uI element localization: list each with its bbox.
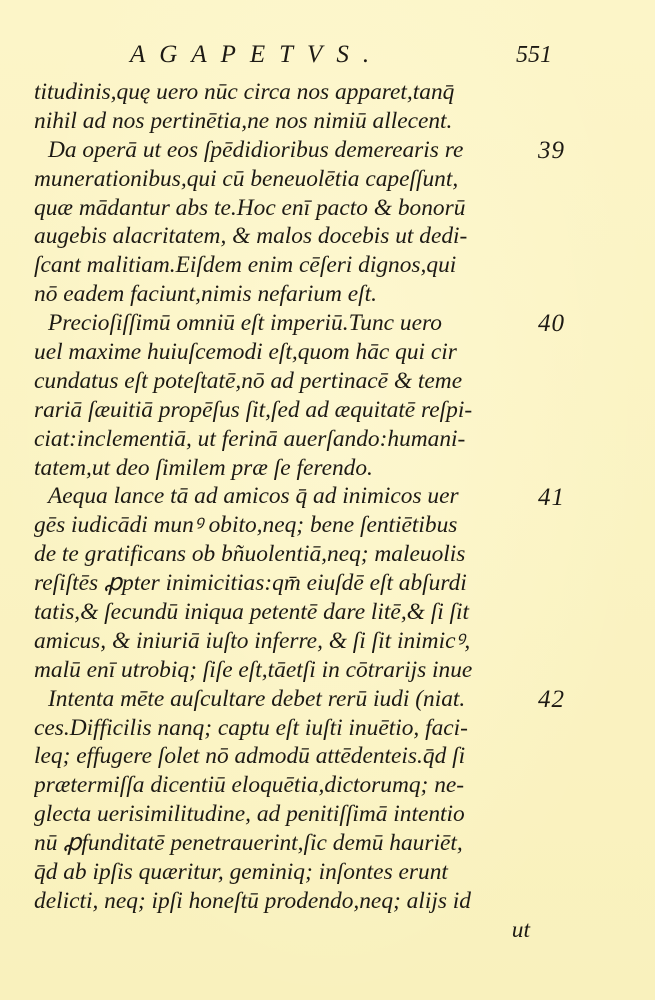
text-line: ſcant malitiam.Eiſdem enim cēſeri dignos,qui <box>34 252 457 279</box>
text-line: Precioſiſſimū omniū eſt imperiū.Tunc uero <box>48 310 442 337</box>
text-line: nihil ad nos pertinētia,ne nos nimiū allecent. <box>34 107 453 134</box>
text-line: prætermiſſa dicentiū eloquētia,dictorumq; ne- <box>34 772 465 799</box>
text-block <box>34 78 534 945</box>
text-line: glecta uerisimilitudine, ad penitiſſimā intentio <box>34 801 465 828</box>
text-line: leq; effugere ſolet nō admodū attēdenteis.q̄d ſi <box>34 743 466 770</box>
section-number: 41 <box>538 483 565 511</box>
text-line: nū ꝓfunditatē penetrauerint,ſic demū hauriēt, <box>34 830 463 857</box>
text-line: cundatus eſt poteſtatē,nō ad pertinacē & teme <box>34 367 463 394</box>
text-line: amicus, & iniuriā iuſto inferre, & ſi ſit inimicꝰ, <box>34 627 471 654</box>
text-line: reſiſtēs ꝓpter inimicitias:qm̄ eiuſdē eſt abſurdi <box>34 570 467 597</box>
text-line: q̄d ab ipſis quæritur, geminiq; inſontes erunt <box>34 859 448 886</box>
running-title: AGAPETVS. <box>130 41 384 68</box>
text-line: Intenta mēte auſcultare debet rerū iudi (niat. <box>48 685 466 712</box>
text-line: titudinis,quę uero nūc circa nos apparet,tanq̄ <box>34 79 455 105</box>
text-line: malū enī utrobiq; ſiſe eſt,tāetſi in cōtrarijs inue <box>34 656 473 683</box>
running-head <box>0 38 655 72</box>
text-line: ces.Difficilis nanq; captu eſt iuſti inuētio, faci- <box>34 714 468 741</box>
text-line: munerationibus,qui cū beneuolētia capeſſunt, <box>34 165 459 192</box>
text-line: delicti, neq; ipſi honeſtū prodendo,neq; alijs id <box>34 887 471 914</box>
catchword: ut <box>511 916 530 943</box>
text-line: nō eadem faciunt,nimis nefarium eſt. <box>34 281 378 308</box>
text-line: de te gratificans ob bñuolentiā,neq; maleuolis <box>34 541 466 568</box>
page-number: 551 <box>516 42 552 68</box>
text-line: quæ mādantur abs te.Hoc enī pacto & bonorū <box>34 194 466 221</box>
text-line: rariā ſæuitiā propēſus ſit,ſed ad æquitatē reſpi- <box>34 396 473 423</box>
text-line: augebis alacritatem, & malos docebis ut dedi- <box>34 223 468 250</box>
text-line: Aequa lance tā ad amicos q̄ ad inimicos uer <box>48 483 459 510</box>
text-line: tatem,ut deo ſimilem præ ſe ferendo. <box>34 454 373 481</box>
section-number: 39 <box>538 136 565 164</box>
text-line: gēs iudicādi munꝰ obito,neq; bene ſentiētibus <box>34 512 458 539</box>
text-line: uel maxime huiuſcemodi eſt,quom hāc qui cir <box>34 339 457 366</box>
text-line: tatis,& ſecundū iniqua petentē dare litē,& ſi ſit <box>34 599 470 626</box>
section-number: 40 <box>538 310 565 338</box>
text-line: Da operā ut eos ſpēdidioribus demerearis re <box>48 136 464 163</box>
text-line: ciat:inclementiā, ut ferinā auerſando:humani- <box>34 425 466 452</box>
section-number: 42 <box>538 685 565 713</box>
